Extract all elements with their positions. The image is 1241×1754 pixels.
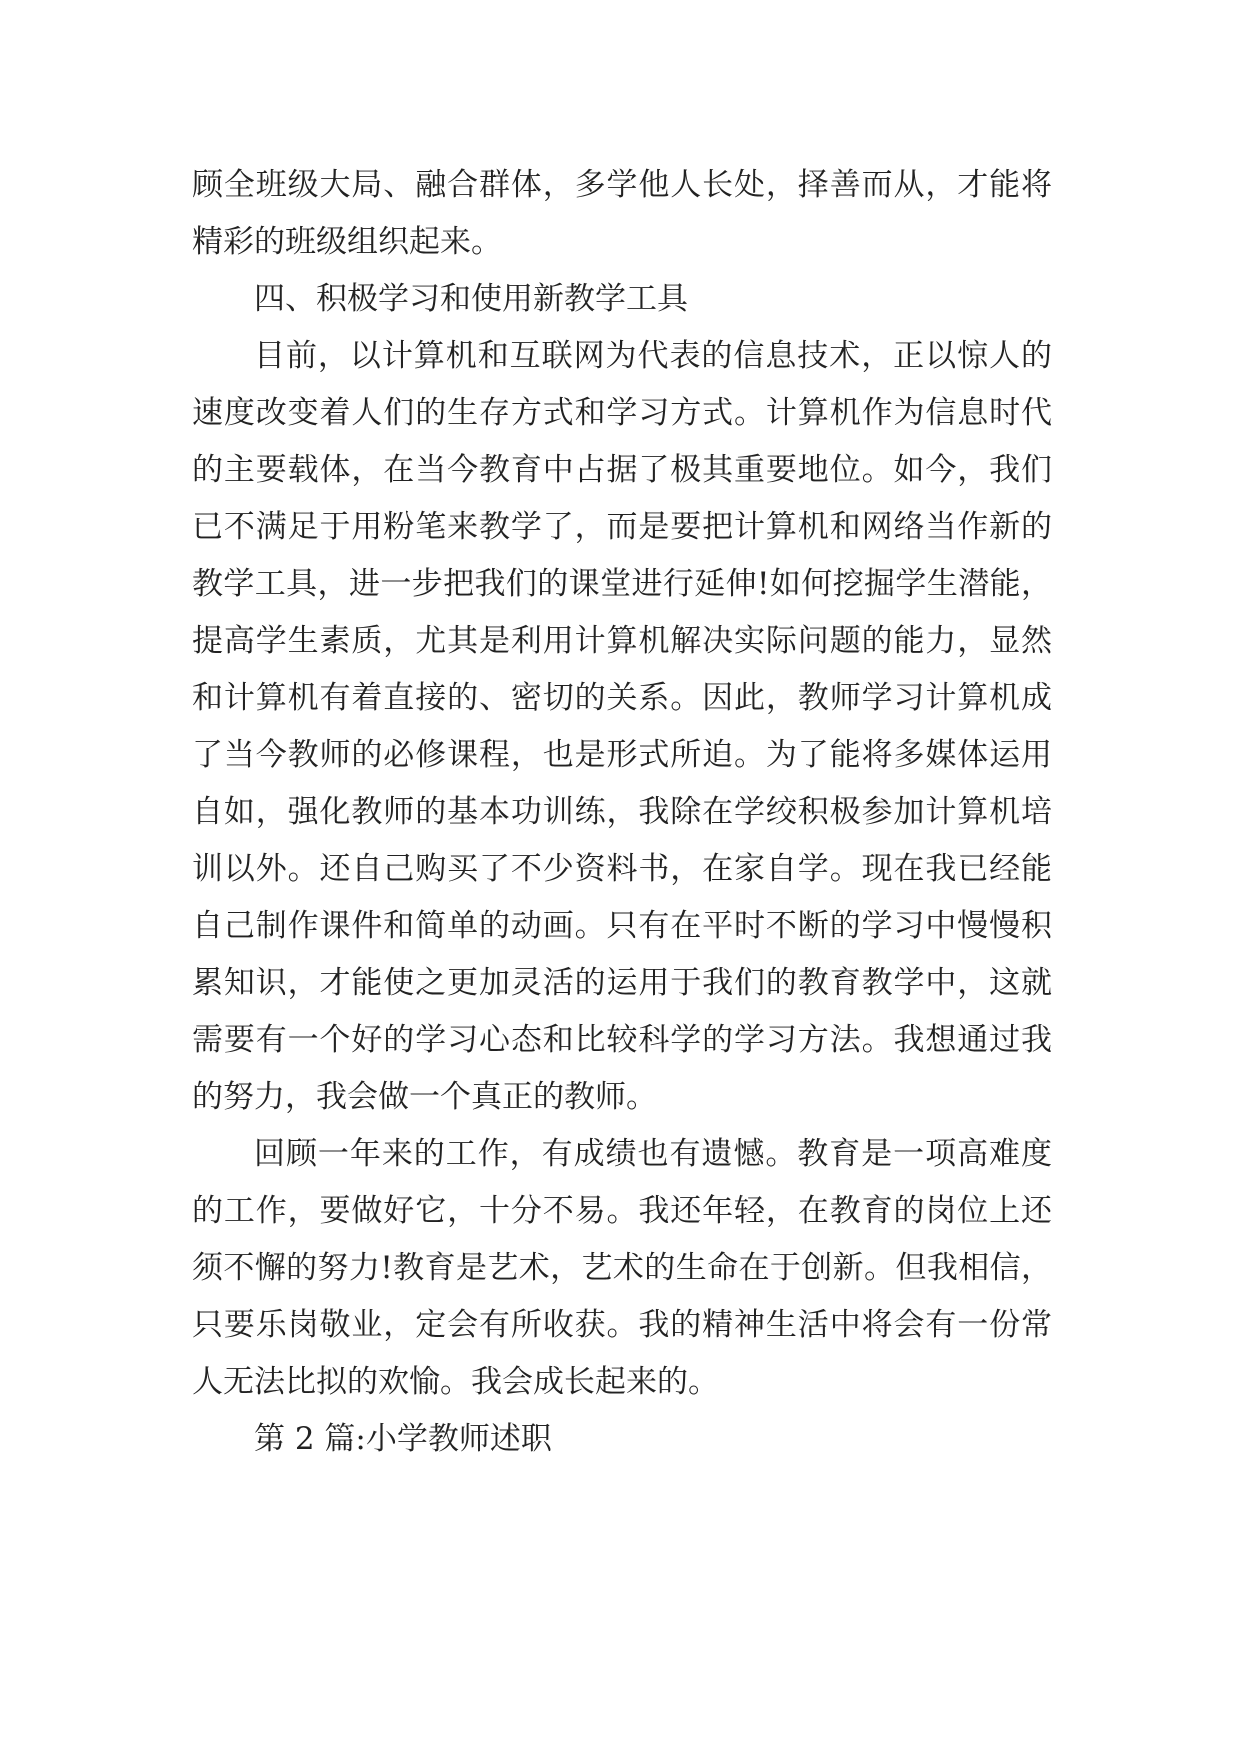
paragraph-continuation: 顾全班级大局、融合群体，多学他人长处，择善而从，才能将精彩的班级组织起来。 xyxy=(192,167,1052,260)
paragraph-review: 回顾一年来的工作，有成绩也有遗憾。教育是一项高难度的工作，要做好它，十分不易。我还年轻，在教育的岗位上还须不懈的努力!教育是艺术，艺术的生命在于创新。但我相信，只要乐岗敬业，定会有所收获。我的精神生活中将会有一份常人无法比拟的欢愉。我会成长起来的。 xyxy=(192,1136,1052,1400)
section-heading: 四、积极学习和使用新教学工具 xyxy=(254,281,688,317)
document-body xyxy=(192,157,1052,1468)
article-title-2: 第 2 篇:小学教师述职 xyxy=(254,1421,552,1457)
paragraph-new-tools: 目前，以计算机和互联网为代表的信息技术，正以惊人的速度改变着人们的生存方式和学习方式。计算机作为信息时代的主要载体，在当今教育中占据了极其重要地位。如今，我们已不满足于用粉笔来教学了，而是要把计算机和网络当作新的教学工具，进一步把我们的课堂进行延伸!如何挖掘学生潜能，提高学生素质，尤其是利用计算机解决实际问题的能力，显然和计算机有着直接的、密切的关系。因此，教师学习计算机成了当今教师的必修课程，也是形式所迫。为了能将多媒体运用自如，强化教师的基本功训练，我除在学绞积极参加计算机培训以外。还自己购买了不少资料书，在家自学。现在我已经能自己制作课件和简单的动画。只有在平时不断的学习中慢慢积累知识，才能使之更加灵活的运用于我们的教育教学中，这就需要有一个好的学习心态和比较科学的学习方法。我想通过我的努力，我会做一个真正的教师。 xyxy=(192,338,1052,1115)
